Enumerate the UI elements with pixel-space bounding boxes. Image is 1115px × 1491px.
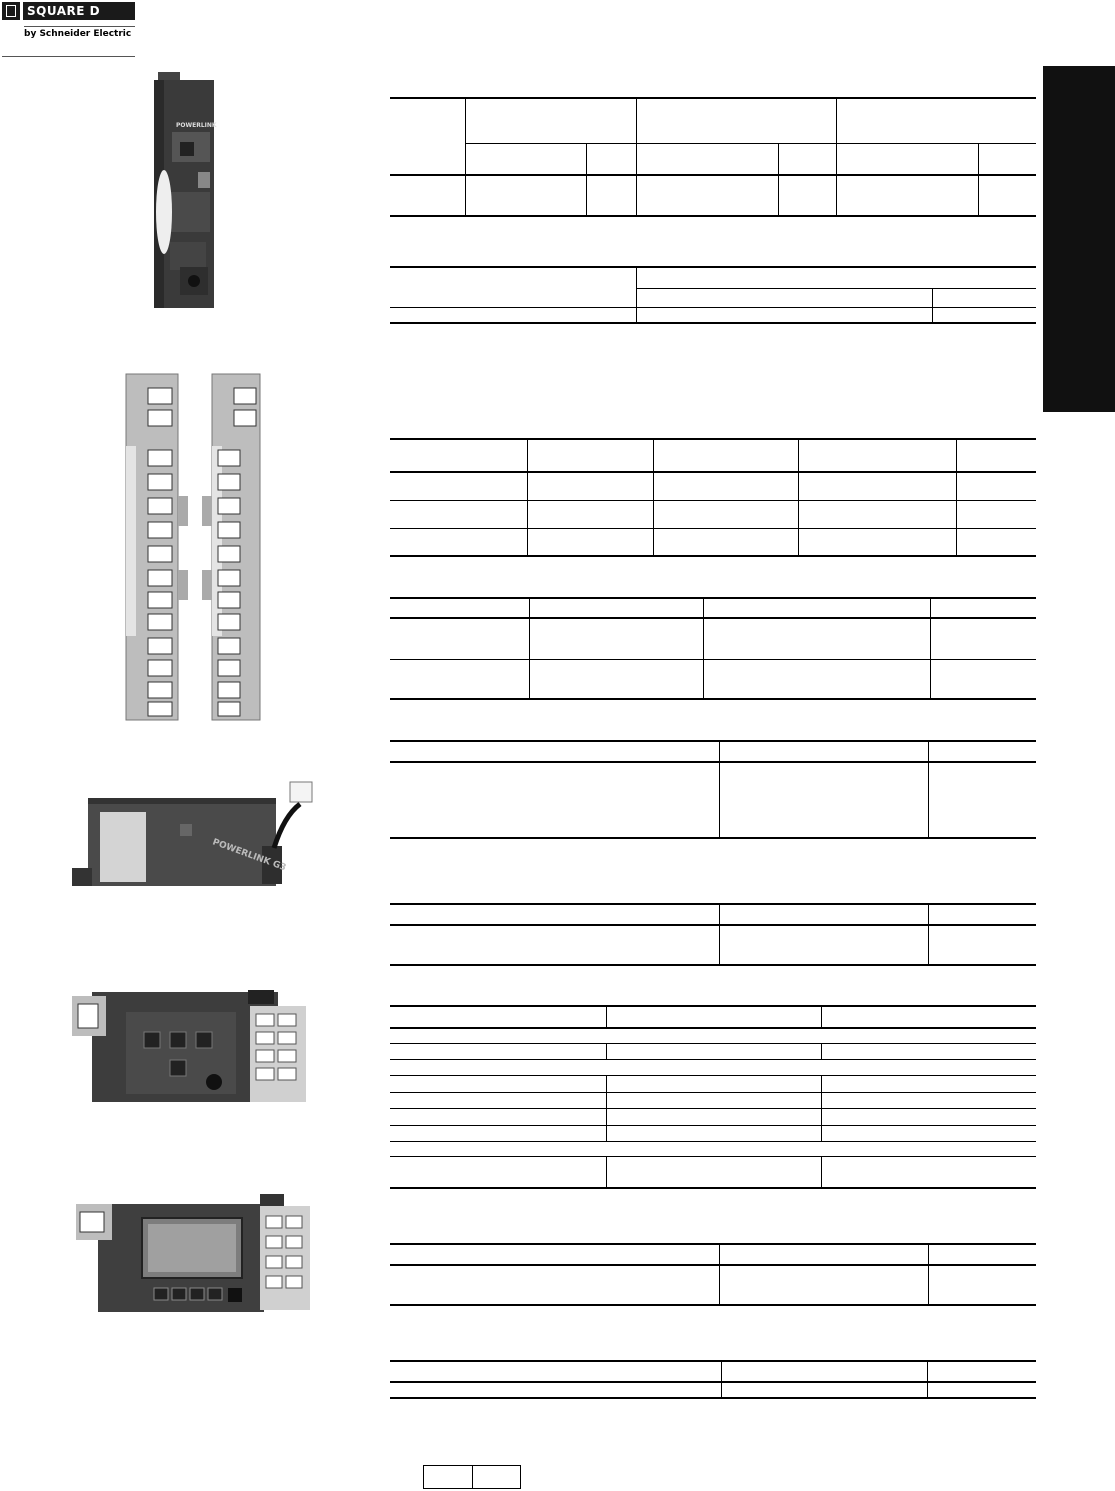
photo-powerlink-g3-control-buses (122, 370, 264, 724)
table-3 (390, 438, 1036, 557)
table-6 (390, 903, 1036, 966)
table-5 (390, 740, 1036, 839)
table-1 (390, 97, 1036, 217)
photo-powerlink-circuit-breaker (150, 72, 225, 312)
section-side-tab (1043, 66, 1115, 412)
header-divider (2, 56, 135, 57)
table-7 (390, 1005, 1036, 1189)
logo-tagline: by Schneider Electric (24, 29, 132, 39)
brand-logo (0, 0, 140, 56)
photo-powerlink-g3-controller-led (70, 986, 310, 1108)
photo-powerlink-g3-power-supply (62, 776, 320, 888)
photo-powerlink-g3-controller-lcd (74, 1192, 312, 1314)
table-8 (390, 1243, 1036, 1306)
svg-text:POWERLINK: POWERLINK (176, 122, 217, 129)
table-2 (390, 266, 1036, 324)
logo-wordmark: SQUARE D (23, 2, 135, 20)
table-9 (390, 1360, 1036, 1399)
square-d-logo-mark (2, 2, 20, 20)
page-number-box (423, 1465, 521, 1489)
table-4 (390, 597, 1036, 700)
svg-text:POWERLINK G3: POWERLINK G3 (210, 837, 288, 874)
